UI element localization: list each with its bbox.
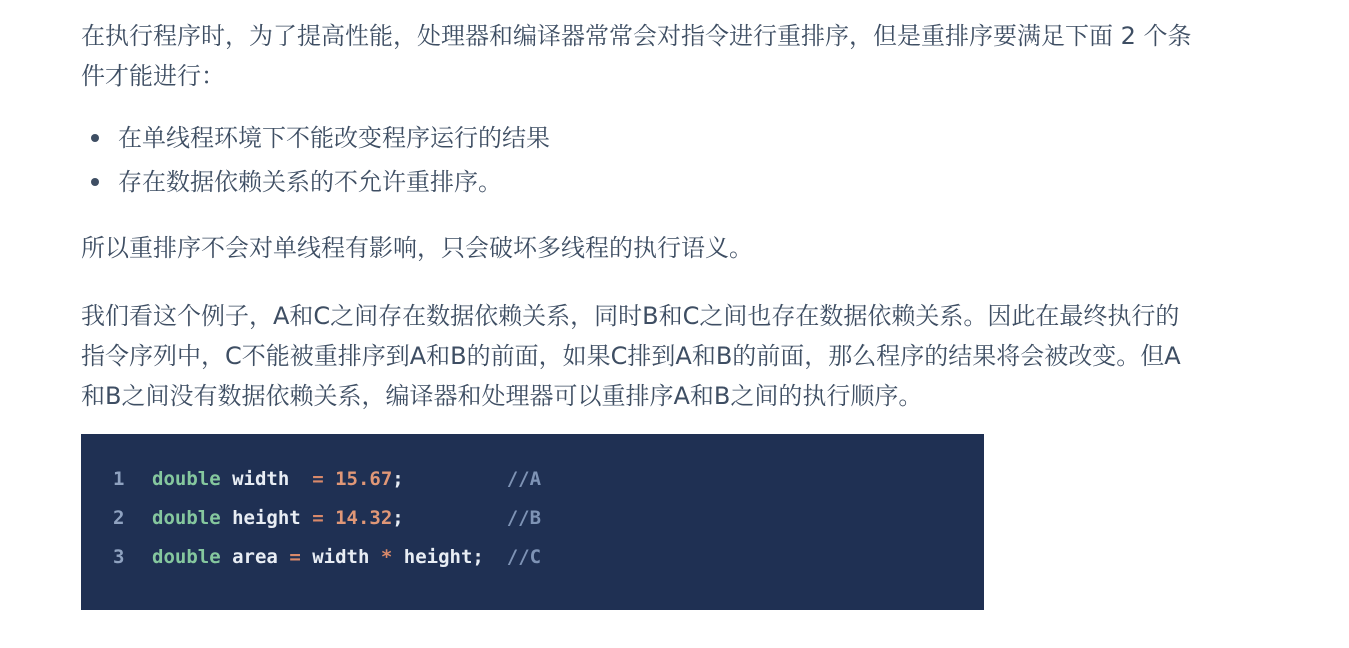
line-number: 1 xyxy=(113,468,125,490)
code-text: double height = 14.32; //B xyxy=(152,507,542,529)
list-item-text: 在单线程环境下不能改变程序运行的结果 xyxy=(118,124,550,152)
list-item xyxy=(81,118,1261,158)
code-line xyxy=(113,538,984,577)
bullet-icon xyxy=(91,178,99,186)
summary-paragraph xyxy=(81,228,1261,268)
bullet-icon xyxy=(91,134,99,142)
paragraph-line: 件才能进行： xyxy=(81,62,225,90)
paragraph-line: 我们看这个例子，A和C之间存在数据依赖关系，同时B和C之间也存在数据依赖关系。因此在最终执行的 xyxy=(81,302,1180,330)
code-text: double area = width * height; //C xyxy=(152,546,542,568)
paragraph-line: 和B之间没有数据依赖关系，编译器和处理器可以重排序A和B之间的执行顺序。 xyxy=(81,382,923,410)
intro-paragraph xyxy=(81,16,1261,96)
code-text: double width = 15.67; //A xyxy=(152,468,542,490)
list-item xyxy=(81,162,1261,202)
article-content xyxy=(81,0,1261,610)
line-number: 2 xyxy=(113,507,125,529)
conditions-list xyxy=(81,118,1261,202)
paragraph-line: 在执行程序时，为了提高性能，处理器和编译器常常会对指令进行重排序，但是重排序要满足下面 2 个条 xyxy=(81,22,1192,50)
list-item-text: 存在数据依赖关系的不允许重排序。 xyxy=(118,168,502,196)
code-line xyxy=(113,499,984,538)
example-paragraph xyxy=(81,296,1261,416)
code-line xyxy=(113,460,984,499)
paragraph-line: 指令序列中，C不能被重排序到A和B的前面，如果C排到A和B的前面，那么程序的结果将会被改变。但A xyxy=(81,342,1181,370)
paragraph-line: 所以重排序不会对单线程有影响，只会破坏多线程的执行语义。 xyxy=(81,234,753,262)
code-block xyxy=(81,434,984,610)
line-number: 3 xyxy=(113,546,125,568)
